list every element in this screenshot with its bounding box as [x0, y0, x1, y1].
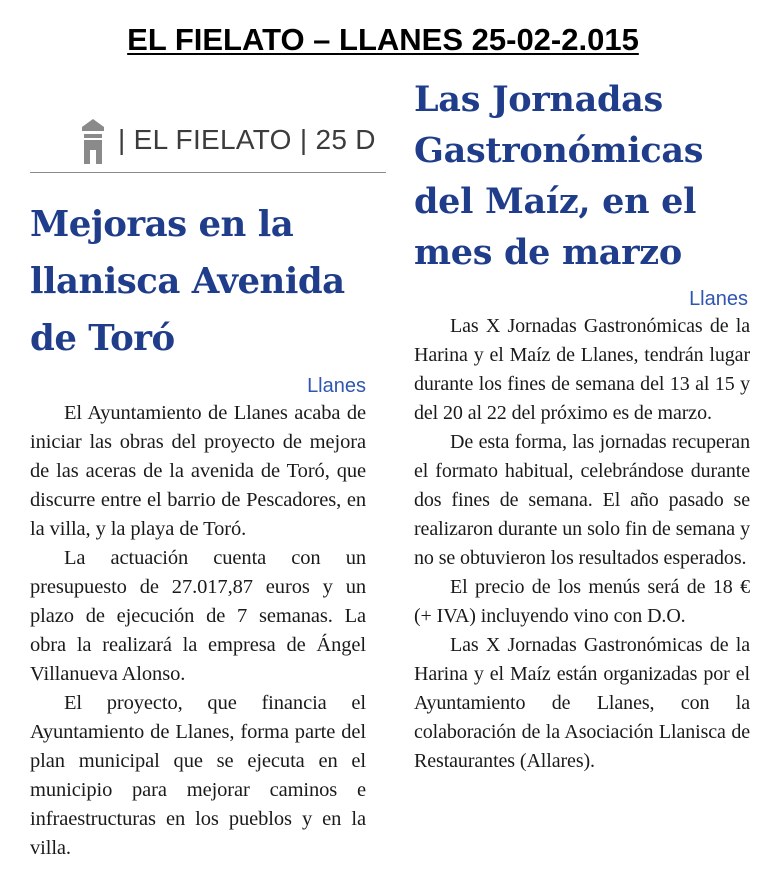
article-right-headline: Las Jornadas Gastronómicas del Maíz, en el mes de marzo	[414, 79, 704, 273]
article-paragraph: Las X Jornadas Gastronómicas de la Harina y el Maíz de Llanes, tendrán lugar durante los fines de semana del 13 al 15 y del 20 al 22 del próximo es de marzo.	[414, 315, 750, 424]
tower-logo-icon	[76, 114, 110, 166]
newspaper-masthead	[30, 110, 386, 173]
article-paragraph: Las X Jornadas Gastronómicas de la Harina y el Maíz están organizadas por el Ayuntamiento de Llanes, con la colaboración de la Asociación Llanisca de Restaurantes (Allares).	[414, 634, 750, 772]
article-paragraph: De esta forma, las jornadas recuperan el formato habitual, celebrándose durante dos fines de semana. El año pasado se realizaron durante un solo fin de semana y no se obtuvieron los resultados esperados.	[414, 431, 750, 569]
article-right	[414, 74, 750, 776]
clipping-banner	[0, 22, 766, 58]
article-left-headline: Mejoras en la llanisca Avenida de Toró	[30, 204, 345, 359]
article-left-dateline: Llanes	[307, 375, 366, 397]
article-left	[30, 196, 366, 863]
article-left-body	[30, 399, 366, 863]
article-paragraph: El Ayuntamiento de Llanes acaba de iniciar las obras del proyecto de mejora de las aceras de la avenida de Toró, que discurre entre el barrio de Pescadores, en la villa, y la playa de Toró.	[30, 402, 366, 540]
article-right-body	[414, 312, 750, 776]
masthead-text: | EL FIELATO | 25 D	[118, 124, 376, 155]
article-paragraph: El proyecto, que financia el Ayuntamiento de Llanes, forma parte del plan municipal que se ejecuta en el municipio para mejorar caminos e infraestructuras en los pueblos y en la villa.	[30, 692, 366, 859]
article-paragraph: El precio de los menús será de 18 € (+ IVA) incluyendo vino con D.O.	[414, 576, 750, 627]
banner-title: EL FIELATO – LLANES 25-02-2.015	[127, 22, 639, 57]
article-paragraph: La actuación cuenta con un presupuesto de 27.017,87 euros y un plazo de ejecución de 7 semanas. La obra la realizará la empresa de Ángel Villanueva Alonso.	[30, 547, 366, 685]
article-right-dateline: Llanes	[689, 288, 748, 310]
